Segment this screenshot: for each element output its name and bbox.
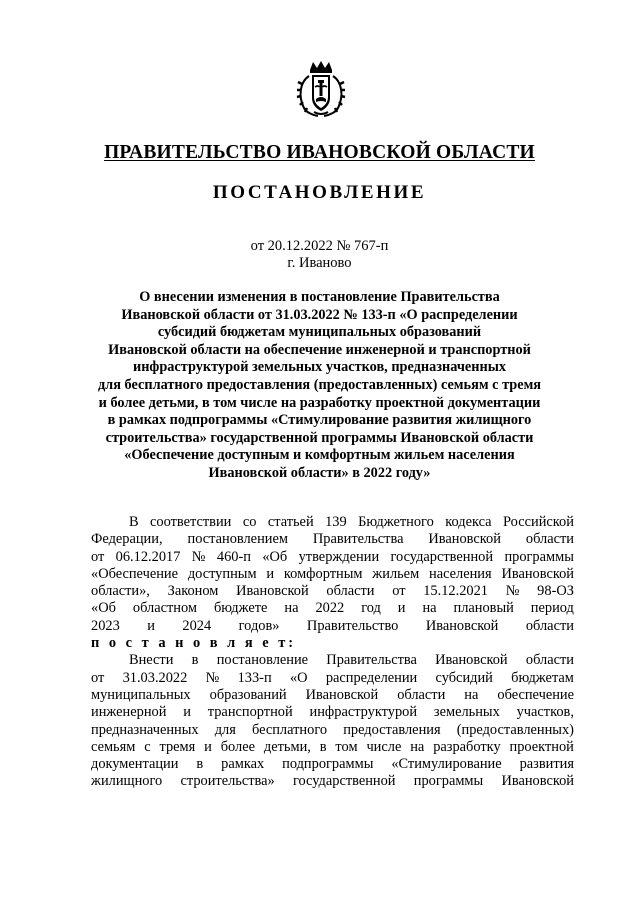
subject-line: Ивановской области» в 2022 году» <box>208 464 431 481</box>
word: и <box>183 704 191 721</box>
word: области <box>525 531 574 548</box>
word: государственной <box>292 773 396 790</box>
word: в <box>319 738 327 755</box>
document-city: г. Иваново <box>287 255 352 271</box>
word: тремя <box>159 738 196 755</box>
word: детьми, <box>263 738 311 755</box>
word: и <box>266 565 275 582</box>
word: постановление <box>216 652 309 669</box>
word: 2022 <box>315 600 345 617</box>
word: годов» <box>238 617 280 634</box>
word: «О <box>289 669 308 686</box>
body-line <box>91 704 574 721</box>
word: Ивановской <box>425 617 499 634</box>
word: 133-п <box>237 669 272 686</box>
word: земельных <box>433 704 500 721</box>
word: числе <box>366 738 402 755</box>
body-line <box>91 739 574 756</box>
word: и <box>204 738 212 755</box>
word: «Обеспечение <box>91 565 178 582</box>
decree-word: п о с т а н о в л я е т: <box>91 635 297 652</box>
word: на <box>284 600 299 617</box>
word: жильем <box>372 565 420 582</box>
body-line <box>91 549 574 566</box>
word: областном <box>132 600 198 617</box>
organization-title: ПРАВИТЕЛЬСТВО ИВАНОВСКОЙ ОБЛАСТИ <box>104 142 535 163</box>
word: период <box>530 600 574 617</box>
word: 2023 <box>91 617 120 634</box>
word: Правительства <box>326 652 417 669</box>
word: от <box>392 583 406 600</box>
word: плановый <box>453 600 514 617</box>
word: 2024 <box>182 617 212 634</box>
word: транспортной <box>207 704 293 721</box>
word: постановлением <box>187 531 288 548</box>
word: области <box>397 686 446 703</box>
body-line <box>91 722 574 739</box>
body-line <box>91 583 574 600</box>
word: № <box>191 548 206 565</box>
word: 98-ОЗ <box>537 583 574 600</box>
word: Ивановской <box>305 686 379 703</box>
word: семьям <box>91 738 136 755</box>
word: области», <box>91 583 150 600</box>
word: Ивановской <box>501 565 574 582</box>
body-line <box>91 600 574 617</box>
body-line <box>91 514 574 531</box>
word: № <box>505 583 520 600</box>
subject-line: инфраструктурой земельных участков, предназначенных <box>132 359 507 376</box>
body-line <box>91 618 574 635</box>
word: строительства» <box>180 773 275 790</box>
word: статьей <box>267 514 314 530</box>
word: 06.12.2017 <box>115 548 181 565</box>
word: образований <box>209 686 287 703</box>
word: обеспечение <box>497 686 574 703</box>
word: разработку <box>433 738 501 755</box>
word: для <box>214 721 236 738</box>
body-line <box>91 652 574 669</box>
word: 460-п <box>216 548 251 565</box>
word: предоставления <box>343 721 441 738</box>
word: инженерной <box>91 704 167 721</box>
subject-line: Ивановской области от 31.03.2022 № 133-п «О распределении <box>121 306 518 323</box>
word: области <box>525 652 574 669</box>
word: 15.12.2021 <box>423 583 488 600</box>
word: В <box>129 514 139 530</box>
word: субсидий <box>435 669 493 686</box>
body-line <box>91 756 574 773</box>
word: Федерации, <box>91 531 163 548</box>
word: Ивановской <box>428 531 501 548</box>
word: Внести <box>129 652 174 669</box>
word: области <box>525 617 574 634</box>
word: государственной <box>390 548 494 565</box>
word: доступным <box>187 565 257 582</box>
document-type: ПОСТАНОВЛЕНИЕ <box>212 182 427 203</box>
word: бюджете <box>213 600 268 617</box>
subject-line: строительства» государственной программы Ивановской области <box>105 429 534 446</box>
word: Бюджетного <box>358 514 434 530</box>
word: в <box>191 652 199 669</box>
word: Российской <box>503 514 574 530</box>
word: бюджетам <box>511 669 574 686</box>
word: от <box>91 548 105 565</box>
word: Правительства <box>312 531 404 548</box>
word: инфраструктурой <box>309 704 418 721</box>
word: (предоставленных) <box>456 721 574 738</box>
word: Ивановской <box>501 773 574 790</box>
word: развития <box>519 756 574 773</box>
word: участков, <box>516 704 574 721</box>
word: кодекса <box>445 514 492 530</box>
word: «Об <box>262 548 288 565</box>
word: жилищного <box>91 773 163 790</box>
body-line <box>91 687 574 704</box>
word: предназначенных <box>91 721 199 738</box>
word: на <box>422 600 437 617</box>
subject-line: субсидий бюджетам муниципальных образований <box>157 324 482 341</box>
word: в <box>196 756 204 773</box>
word: области <box>326 583 375 600</box>
word: от <box>91 669 105 686</box>
word: «Об <box>91 600 116 617</box>
document-subject <box>60 289 579 483</box>
word: на <box>464 686 479 703</box>
body-line <box>91 670 574 687</box>
word: 139 <box>325 514 347 530</box>
subject-line: в рамках подпрограммы «Стимулирование развития жилищного <box>107 412 532 429</box>
body-line <box>91 773 574 790</box>
coat-of-arms-icon <box>296 60 346 118</box>
word: распределении <box>325 669 418 686</box>
word: более <box>220 738 256 755</box>
word: подпрограммы <box>282 756 374 773</box>
word: № <box>205 669 220 686</box>
document-date-number: от 20.12.2022 № 767-п <box>250 238 389 254</box>
subject-line: и более детьми, в том числе на разработку проектной документации <box>98 394 541 411</box>
word: Законом <box>167 583 219 600</box>
word: со <box>242 514 257 530</box>
subject-line: О внесении изменения в постановление Правительства <box>139 289 500 305</box>
word: утверждении <box>298 548 380 565</box>
word: программы <box>504 548 574 565</box>
subject-line: Ивановской области на обеспечение инженерной и транспортной <box>108 341 531 358</box>
word: программы <box>413 773 484 790</box>
subject-line: «Обеспечение доступным и комфортным жильем населения <box>124 447 515 464</box>
subject-line: для бесплатного предоставления (предоставленных) семьям с тремя <box>97 376 542 393</box>
body-line <box>91 531 574 548</box>
word: Ивановской <box>236 583 309 600</box>
word: 31.03.2022 <box>122 669 188 686</box>
word: на <box>410 738 425 755</box>
word: и <box>147 617 155 634</box>
word: рамках <box>221 756 265 773</box>
word: год <box>361 600 381 617</box>
word: «Стимулирование <box>391 756 502 773</box>
word: том <box>335 738 358 755</box>
word: бесплатного <box>251 721 328 738</box>
word: комфортным <box>283 565 363 582</box>
word: с <box>144 738 151 755</box>
document-body <box>91 514 574 791</box>
word: документации <box>91 756 179 773</box>
word: муниципальных <box>91 686 191 703</box>
word: Ивановской <box>435 652 508 669</box>
body-line <box>91 566 574 583</box>
word: населения <box>429 565 492 582</box>
word: соответствии <box>150 514 232 530</box>
word: и <box>397 600 406 617</box>
word: проектной <box>509 738 574 755</box>
word: Правительство <box>306 617 399 634</box>
